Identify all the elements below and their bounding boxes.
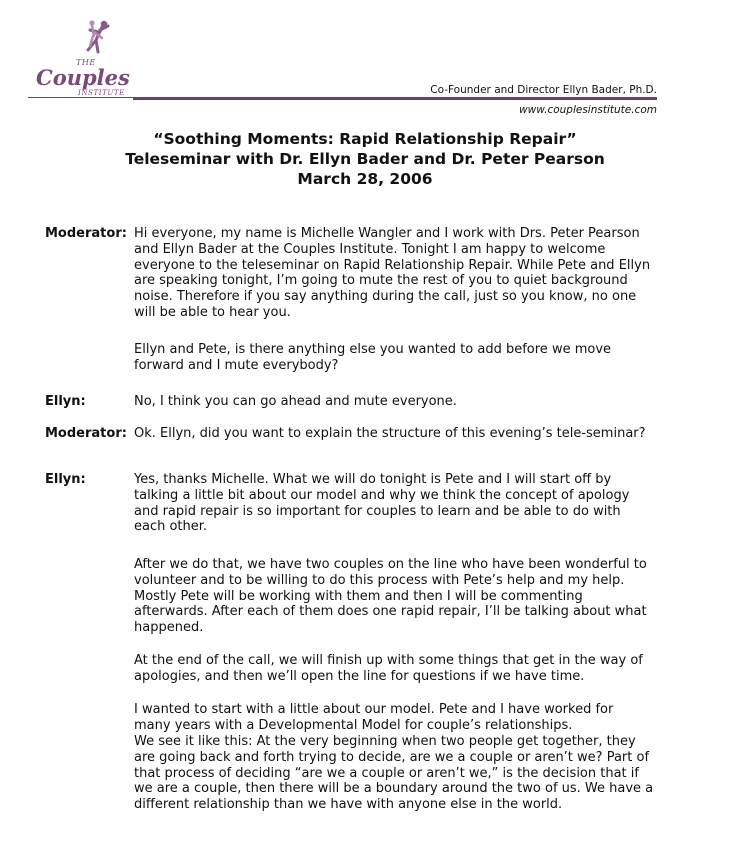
transcript-paragraph: Ellyn and Pete, is there anything else you wanted to add before we move forward and I mute everybody? [134,342,612,373]
title-line-3: March 28, 2006 [297,170,433,188]
speaker-label: Ellyn: [45,394,86,409]
transcript-paragraph: No, I think you can go ahead and mute everyone. [134,394,457,409]
logo-subtitle: INSTITUTE [78,89,125,97]
website-url[interactable]: www.couplesinstitute.com [519,104,657,116]
dancers-logo-icon [78,18,118,60]
logo-the: THE [76,58,96,67]
transcript-paragraph: Yes, thanks Michelle. What we will do tonight is Pete and I will start off by talking a little bit about our model and why we think the concept of apology and rapid repair is so important for couples to learn and be able to do with each other. [134,472,630,535]
header-divider [133,97,657,100]
speaker-label: Moderator: [45,226,127,241]
founder-line: Co-Founder and Director Ellyn Bader, Ph.D. [430,84,657,96]
transcript-paragraph: We see it like this: At the very beginning when two people get together, they are going back and forth trying to decide, are we a couple or aren’t we? Part of that process of deciding “are we a couple or aren’t we,” is the decision that if we are a couple, then there will be a boundary around the two of us. We have a different relationship than we have with anyone else in the world. [134,734,654,813]
transcript-paragraph: I wanted to start with a little about our model. Pete and I have worked for many years with a Developmental Model for couple’s relationships. [134,702,614,733]
document-title [0,129,730,189]
transcript-paragraph: Ok. Ellyn, did you want to explain the structure of this evening’s tele-seminar? [134,426,646,441]
header-divider-thin [28,97,133,98]
title-line-2: Teleseminar with Dr. Ellyn Bader and Dr. Peter Pearson [125,150,605,168]
transcript-paragraph: After we do that, we have two couples on the line who have been wonderful to volunteer and to be willing to do this process with Pete’s help and my help. Mostly Pete will be working with them and then I will be commenting afterwards. After each of them does one rapid repair, I’ll be talking about what happened. [134,557,647,636]
speaker-label: Ellyn: [45,472,86,487]
transcript-paragraph: Hi everyone, my name is Michelle Wangler and I work with Drs. Peter Pearson and Ellyn Bader at the Couples Institute. Tonight I am happy to welcome everyone to the teleseminar on Rapid Relationship Repair. While Pete and Ellyn are speaking tonight, I’m going to mute the rest of you to quiet background noise. Therefore if you say anything during the call, just so you know, no one will be able to hear you. [134,226,651,320]
couples-institute-logo [28,18,138,98]
speaker-label: Moderator: [45,426,127,441]
transcript-paragraph: At the end of the call, we will finish up with some things that get in the way of apologies, and then we’ll open the line for questions if we have time. [134,653,643,684]
logo-wordmark: Couples [36,65,130,90]
title-line-1: “Soothing Moments: Rapid Relationship Repair” [153,130,577,148]
